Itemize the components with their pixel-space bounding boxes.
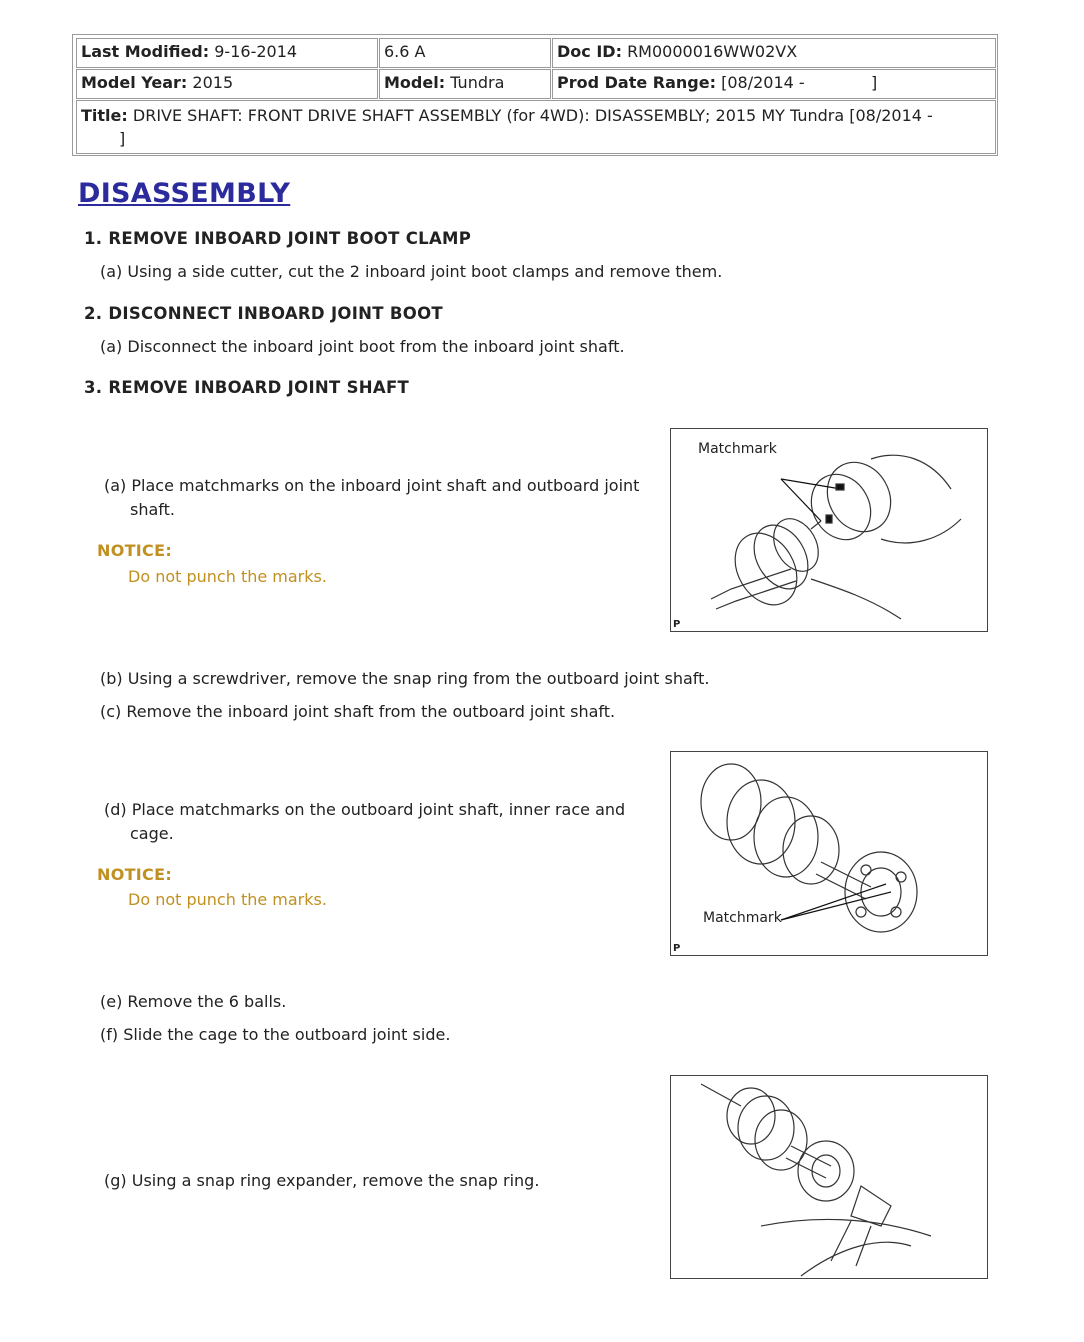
version-value: 6.6 A: [384, 42, 426, 61]
prod-date-label: Prod Date Range:: [557, 73, 716, 92]
step-3-item-e: (e) Remove the 6 balls.: [100, 992, 287, 1011]
page-title[interactable]: DISASSEMBLY: [78, 178, 291, 209]
notice-text-1: Do not punch the marks.: [128, 567, 327, 586]
step-3-item-b: (b) Using a screwdriver, remove the snap ring from the outboard joint shaft.: [100, 669, 710, 688]
doc-id-cell: [552, 38, 996, 68]
notice-label-2: NOTICE:: [97, 865, 173, 884]
drive-shaft-illustration-2: [671, 752, 989, 957]
figure-snap-ring-expander: [670, 1075, 988, 1279]
prod-date-cell: [552, 69, 996, 99]
step-3-item-a-cont: shaft.: [130, 500, 175, 519]
last-modified-value: 9-16-2014: [214, 42, 298, 61]
step-1-title: 1. REMOVE INBOARD JOINT BOOT CLAMP: [84, 229, 472, 248]
model-cell: [379, 69, 551, 99]
step-3-item-g: (g) Using a snap ring expander, remove the snap ring.: [104, 1171, 540, 1190]
step-3-item-a: (a) Place matchmarks on the inboard joint shaft and outboard joint: [104, 476, 640, 495]
model-value: Tundra: [450, 73, 505, 92]
title-label: Title:: [81, 106, 128, 125]
doc-id-value: RM0000016WW02VX: [627, 42, 798, 61]
version-cell: [379, 38, 551, 68]
prod-date-value: [08/2014 -: [721, 73, 805, 92]
drive-shaft-illustration-1: [671, 429, 989, 633]
step-3-item-d: (d) Place matchmarks on the outboard joint shaft, inner race and: [104, 800, 626, 819]
step-3-item-d-cont: cage.: [130, 824, 174, 843]
step-1-item-a: (a) Using a side cutter, cut the 2 inboard joint boot clamps and remove them.: [100, 262, 723, 281]
model-year-cell: [76, 69, 378, 99]
title-end: ]: [119, 129, 126, 148]
last-modified-cell: [76, 38, 378, 68]
step-3-title: 3. REMOVE INBOARD JOINT SHAFT: [84, 378, 410, 397]
document-header-table: [72, 34, 998, 156]
last-modified-label: Last Modified:: [81, 42, 210, 61]
drive-shaft-illustration-3: [671, 1076, 989, 1280]
model-year-value: 2015: [192, 73, 234, 92]
step-2-title: 2. DISCONNECT INBOARD JOINT BOOT: [84, 304, 443, 323]
figure-2-corner: P: [673, 943, 681, 954]
model-year-label: Model Year:: [81, 73, 188, 92]
notice-text-2: Do not punch the marks.: [128, 890, 327, 909]
title-value: DRIVE SHAFT: FRONT DRIVE SHAFT ASSEMBLY (for 4WD): DISASSEMBLY; 2015 MY Tundra [08/2014 -: [132, 106, 933, 125]
notice-label-1: NOTICE:: [97, 541, 173, 560]
step-3-item-c: (c) Remove the inboard joint shaft from the outboard joint shaft.: [100, 702, 616, 721]
figure-2-label: Matchmark: [703, 910, 782, 926]
figure-matchmark-outboard: [670, 751, 988, 956]
figure-1-corner: P: [673, 619, 681, 630]
model-label: Model:: [384, 73, 446, 92]
prod-date-end: ]: [871, 73, 878, 92]
figure-matchmark-inboard: [670, 428, 988, 632]
title-cell: [76, 100, 996, 154]
figure-1-label: Matchmark: [698, 441, 777, 457]
step-2-item-a: (a) Disconnect the inboard joint boot from the inboard joint shaft.: [100, 337, 625, 356]
step-3-item-f: (f) Slide the cage to the outboard joint side.: [100, 1025, 451, 1044]
doc-id-label: Doc ID:: [557, 42, 622, 61]
